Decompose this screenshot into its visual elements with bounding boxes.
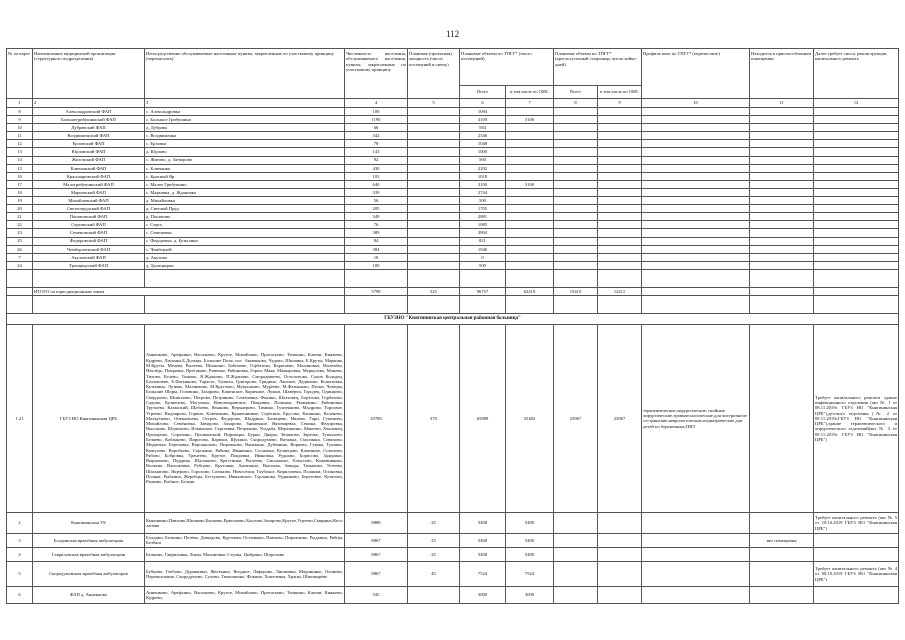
table-cell: 10780 — [345, 324, 408, 512]
table-cell: Чемберлеевский ФАП — [33, 245, 145, 253]
table-cell: д. Пошатово — [145, 213, 345, 221]
table-row — [7, 561, 899, 586]
table-cell: 17 — [7, 180, 33, 188]
table-cell: 2 — [7, 512, 33, 533]
table-cell: 56 — [345, 197, 408, 205]
table-cell: с. Ерловка — [145, 140, 345, 148]
table-cell — [554, 533, 598, 547]
header-cell: Численность населения, обслуживаемого населения, пункты, закрепленные по участковому принципу — [345, 49, 408, 99]
table-cell: 1705 — [460, 205, 506, 213]
table-row — [7, 205, 899, 213]
table-cell: 584 — [460, 124, 506, 132]
table-cell: Большегрибушинский ФАП — [33, 116, 145, 124]
table-cell — [750, 586, 814, 603]
table-cell: с. Чемберлей — [145, 245, 345, 253]
table-cell — [554, 547, 598, 561]
table-cell: 5400 — [460, 512, 506, 533]
table-cell: 18 — [345, 253, 408, 261]
table-cell: 26 — [7, 245, 33, 253]
table-cell: Юрловский ФАП — [33, 148, 145, 156]
table-cell: с. Малое Грибушино — [145, 180, 345, 188]
table-cell: Троицкорский ФАП — [33, 261, 145, 269]
column-number: 6 — [460, 99, 506, 108]
table-cell: 2346 — [460, 132, 506, 140]
table-cell: 8867 — [345, 547, 408, 561]
table-cell: 5400 — [460, 547, 506, 561]
table-cell: 349 — [345, 213, 408, 221]
header-row — [7, 49, 899, 86]
column-number: 7 — [506, 99, 554, 108]
section-row — [7, 313, 899, 324]
table-row — [7, 197, 899, 205]
table-cell: 1196 — [345, 116, 408, 124]
table-cell: 10 — [7, 124, 33, 132]
table-row — [7, 261, 899, 269]
table-cell — [750, 561, 814, 586]
column-number: 9 — [598, 99, 642, 108]
table-cell: Требует капитального ремонта (акт № 5 от 18.10.2019 ГБУЗ НО "Княгининская ЦРБ") — [814, 512, 899, 533]
column-number: 12 — [814, 99, 899, 108]
header-cell: № по карте — [7, 49, 33, 99]
table-cell: 7524 — [506, 561, 554, 586]
table-cell: Скородумовская врачебная амбулатория — [33, 561, 145, 586]
table-cell: с. Семеновка — [145, 229, 345, 237]
table-cell — [506, 124, 554, 132]
table-cell: Федоровский ФАП — [33, 237, 145, 245]
table-row — [7, 213, 899, 221]
table-cell: 22 — [7, 221, 33, 229]
table-cell: Александровский ФАП — [33, 108, 145, 116]
table-row — [7, 221, 899, 229]
table-cell — [506, 140, 554, 148]
table-cell: Ключанский ФАП — [33, 164, 145, 172]
table-cell: Светлопрудский ФАП — [33, 205, 145, 213]
header-cell: Далее требует сноса, реконструкции, капитального ремонта — [814, 49, 899, 99]
table-cell: с. Житово, д. Затворово — [145, 156, 345, 164]
table-cell: Краснояровский ФАП — [33, 172, 145, 180]
table-cell — [506, 164, 554, 172]
table-cell: Анненково, Арефьино, Васильево, Крутое, Михайлово, Протасьево, Тешкино, Ключи, Княжево, Кудрево, Лисинка,Б.Дольцы, Большие Поля, пос. Анненково, Чудово, Шиловка, Б.Круты, Маркова, М.Круты, Мечева, Рылеево, Шилкино, Бабичево, Горбатово, Каратаево, Малиновка, Малечёво, Неклёдь, Покровка, Претаково, Раменье, Рябиновка, Горки, Маяк, Мамыровка, Меркулово, Монево, Тихово, Белово, Томино, Н.Жданово, П.Жданово, Смородишево, Остолопово, Суков Колодец, Болтышево, Б.Фатьяново, Тарасть, Тушиха, Григорово, Гридино, Ланское, Дединово, Копытовка, Кузьмино, Лузино, Малинково, М.Круглово, Мукушково, Муреево, М.Фатьяново, Пески, Чемеры, Большие Шоры, Головино, Захарово, Каменское, Коричное, Лужки, Шаверхи, Городец, Одинцово, Свердлово, Шипилово, Петрово, Петряково, Семёновка, Фокино, Шахтовец, Бортлово, Горбатово, Садово, Кузнечево, Могуевка, Новопокровское, Покровка, Починок, Рыжавино, Рябиновка, Трутнево, Казакский, Шабаево, Языково, Верхнерово, Тимино, Гумзенково, Мыдрово, Торговое, Угреево, Видоярово, Горино, Ключиково, Крашенинкое, Серёгино, Ерусово, Кашкино, Каленево, Малкутково, Опекаешево, Остров, Федорово, Шадрино, Батищево, Ивлево, Гари, Гуменово, Михайлово, Семёновка, Завидово, Захарово, Знаменкое, Вязовщевка, Сенина, Федоровка, Высоково, Шумилово, Ильинское, Сергеевка, Петраково, Усадьба, Шерешкино, Макеево, Хваленец, Прохорово, Сорочино, Пушкинский, Пировары, Бурки, Дворы, Тюшково, Заречье, Тушилово, Беляево, Кабаньево, Пирогово, Карюки, Щукино, Скородумово, Ватажка, Смолинка, Сивохово, Медвежье, Березовка, Ворошилово, Пирожково, Ванькино, Дубинино, Ворково, Гумны, Тушино, Кожухово, Воробьево, Сорокино, Рябина, Иванкино, Сосновка, Кузнецово, Каменное, Соколово, Рябово, Бобровка, Тренеево, Крутое, Покровка, Ивановка, Рудново, Борисово, Задорино, Вырыпаево, Пурдино, Шалашово, Крестники, Рылеево, Смольково, Хлыстово, Кожевниково, Волково, Васильевка, Рубцово, Кругляки, Антипино, Высокая, Заводы, Тимаково, Тетеево, Шахматово, Ящерово, Горохово, Сазоново, Новоселки, Глубокое, Кирилловка, Полянки, Осиновка, Поляна, Рыбкино, Жеребцы, Бестужево, Ивановское, Турланово, Рудниково, Береговое, Кузятово, Рыжово, Рыбное, Белыш — [145, 324, 345, 512]
table-cell: 1094 — [460, 108, 506, 116]
table-cell: Пошатовский ФАП — [33, 213, 145, 221]
table-row — [7, 188, 899, 196]
table-cell — [506, 205, 554, 213]
table-cell: 23 — [7, 229, 33, 237]
table-cell — [506, 172, 554, 180]
table-cell: 16 — [7, 172, 33, 180]
table-cell: 78 — [345, 140, 408, 148]
table-cell: с. Ключанка — [145, 164, 345, 172]
table-cell: 21 — [7, 213, 33, 221]
table-cell: 4 — [7, 547, 33, 561]
table-cell — [642, 547, 750, 561]
table-cell: 1000 — [460, 148, 506, 156]
table-cell: терапевтические,хирургические, гнойные хирургические,травматологические,для чистричнгие сестринские,неврологические,педиатрические,для детей по беременных,ПИТ — [642, 324, 750, 512]
table-row — [7, 132, 899, 140]
table-cell — [598, 547, 642, 561]
column-number: 11 — [750, 99, 814, 108]
table-cell: 65888 — [460, 324, 506, 512]
table-row — [7, 116, 899, 124]
table-cell — [554, 561, 598, 586]
table-cell: 1940 — [460, 245, 506, 253]
table-cell: 7524 — [460, 561, 506, 586]
table-cell: 500 — [460, 261, 506, 269]
table-cell: 143 — [345, 148, 408, 156]
table-cell: 7 — [7, 253, 33, 261]
table-cell: 100 — [345, 261, 408, 269]
table-cell: 18 — [7, 188, 33, 196]
table-cell — [642, 586, 750, 603]
table-cell: д. Юрлово — [145, 148, 345, 156]
table-cell — [506, 245, 554, 253]
total-label: ИТОГО по юрисдикционным зонам — [33, 287, 345, 295]
column-number: 2 — [33, 99, 145, 108]
table-cell — [506, 253, 554, 261]
table-cell: 25 — [7, 237, 33, 245]
column-number-row — [7, 99, 899, 108]
table-row — [7, 512, 899, 533]
table-cell: 8867 — [345, 561, 408, 586]
table-cell: 5 — [7, 561, 33, 586]
table-cell — [598, 512, 642, 533]
table-cell: д. Троицкорка — [145, 261, 345, 269]
table-row — [7, 140, 899, 148]
table-cell: 12 — [7, 140, 33, 148]
table-cell: 103 — [345, 172, 408, 180]
table-cell — [642, 533, 750, 547]
column-number: 10 — [642, 99, 750, 108]
table-cell — [598, 586, 642, 603]
table-cell: с. Воздвиженка — [145, 132, 345, 140]
table-cell: Ерловский ФАП — [33, 140, 145, 148]
table-cell: 45 — [408, 561, 460, 586]
table-cell: 5400 — [460, 533, 506, 547]
header-cell: Плановая (проектная) мощность (число посещений в смену) — [408, 49, 460, 99]
table-cell: 500 — [460, 197, 506, 205]
spacer-row — [7, 295, 899, 313]
column-number: 5 — [408, 99, 460, 108]
column-number: 1 — [7, 99, 33, 108]
table-cell — [506, 156, 554, 164]
table-cell: 55402 — [506, 324, 554, 512]
table-cell: Семеновский ФАП — [33, 229, 145, 237]
table-cell — [506, 148, 554, 156]
table-cell: 76 — [345, 221, 408, 229]
table-cell: ФАП д. Анненково — [33, 586, 145, 603]
table-cell: 8888 — [345, 512, 408, 533]
table-cell: 11 — [7, 132, 33, 140]
header-cell: Непосредственно обслуживаемые населенные пункты, закрепленные по участковому принципу (перечислить) — [145, 49, 345, 99]
table-cell: Болдино, Белкино, Пелёво, Давыдово, Крутовка, Остаиково, Павлово, Пирожково, Рыдкино, Рябцы, Белбаш — [146, 535, 343, 546]
planning-table — [6, 48, 899, 604]
table-cell — [506, 213, 554, 221]
table-cell — [642, 561, 750, 586]
table-cell: Гавриловская врачебная амбулатория — [33, 547, 145, 561]
table-cell — [506, 229, 554, 237]
table-cell: 6 — [7, 586, 33, 603]
table-cell — [814, 533, 899, 547]
table-row — [7, 237, 899, 245]
table-cell — [506, 197, 554, 205]
table-cell: 1085 — [460, 221, 506, 229]
table-cell: 3804 — [460, 229, 506, 237]
table-cell: Белкино, Гавриловка, Ломы, Малиновка, Ступка, Цыбрино, Шорохово — [145, 547, 345, 561]
table-cell — [814, 586, 899, 603]
table-cell: Житовский ФАП — [33, 156, 145, 164]
table-row — [7, 180, 899, 188]
table-cell: 1018 — [460, 172, 506, 180]
table-cell: 25 — [408, 512, 460, 533]
table-row — [7, 156, 899, 164]
total-cap: 325 — [408, 287, 460, 295]
table-row — [7, 547, 899, 561]
table-cell: 13 — [7, 148, 33, 156]
table-cell: д. Светлый Пруд — [145, 205, 345, 213]
table-cell: Княгининская УБ — [33, 512, 145, 533]
spacer-row — [7, 269, 899, 287]
table-row — [7, 324, 899, 512]
table-cell: 109 — [345, 108, 408, 116]
table-cell: Болдинская врачебная амбулатория — [33, 533, 145, 547]
table-cell: 1048 — [460, 140, 506, 148]
table-cell: 342 — [345, 132, 408, 140]
table-cell: 8 — [7, 108, 33, 116]
table-cell: д. Дубрава — [145, 124, 345, 132]
page-number: 112 — [446, 29, 460, 39]
table-row — [7, 124, 899, 132]
table-cell — [554, 512, 598, 533]
table-row — [7, 245, 899, 253]
table-cell: 3000 — [506, 586, 554, 603]
total-v8: 15410 — [554, 287, 598, 295]
table-cell: Дубравский ФАП — [33, 124, 145, 132]
table-cell: Сергинский ФАП — [33, 221, 145, 229]
table-cell: 2881 — [460, 213, 506, 221]
table-cell: 14 — [7, 156, 33, 164]
table-cell — [506, 132, 554, 140]
table-cell: 545 — [345, 586, 408, 603]
table-cell — [750, 547, 814, 561]
table-cell — [642, 512, 750, 533]
table-cell: Михайловский ФАП — [33, 197, 145, 205]
table-cell: Бубново, Глебово, Дурникино, Желткино, Ягодное, Лафорово, Лишковка, Мадининко, Осиново, Переволокино, Скородумово, Сухово, Тимошкино, Фокино, Хомелевка, Храпы, Шишмарёво — [145, 561, 345, 586]
table-cell: 9 — [7, 116, 33, 124]
table-cell: 3100 — [506, 180, 554, 188]
header-cell: Всего — [460, 86, 506, 99]
table-cell: 25 — [408, 547, 460, 561]
table-cell: 23967 — [598, 324, 642, 512]
table-cell — [554, 586, 598, 603]
column-number: 4 — [345, 99, 408, 108]
table-cell: 3100 — [460, 116, 506, 124]
table-row — [7, 108, 899, 116]
table-cell: Акуловский ФАП — [33, 253, 145, 261]
table-cell: Малогрибушинский ФАП — [33, 180, 145, 188]
header-cell: в том числе по ОМС — [598, 86, 642, 99]
table-row — [7, 253, 899, 261]
table-row — [7, 586, 899, 603]
total-v7: 62419 — [506, 287, 554, 295]
table-cell — [598, 533, 642, 547]
table-cell: 5400 — [506, 547, 554, 561]
header-cell: Плановые объемы по ТПГГ* (круглосуточный стационар, число койко-дней) — [554, 49, 642, 86]
table-row — [7, 533, 899, 547]
table-cell: Марьевский ФАП — [33, 188, 145, 196]
table-cell: 384 — [345, 245, 408, 253]
total-v9: 12411 — [598, 287, 642, 295]
header-cell: в том числе по ОМС — [506, 86, 554, 99]
table-row — [7, 148, 899, 156]
table-cell: 339 — [345, 188, 408, 196]
table-cell — [814, 547, 899, 561]
table-cell: 5400 — [506, 533, 554, 547]
table-cell: 3100 — [460, 180, 506, 188]
table-cell: д. Акулово — [145, 253, 345, 261]
table-cell: Требует капитального ремонта (акт № 4 от 08.10.2019 ГБУЗ НО "Княгининская ЦРБ") — [814, 561, 899, 586]
table-cell: 370 — [408, 324, 460, 512]
table-cell — [598, 561, 642, 586]
header-cell: Находится в приспособленном помещении — [750, 49, 814, 99]
table-row — [7, 229, 899, 237]
table-cell: 5400 — [506, 512, 554, 533]
table-cell: 2292 — [460, 164, 506, 172]
table-cell: 1.21 — [7, 324, 33, 512]
table-cell — [408, 586, 460, 603]
table-cell: 23967 — [554, 324, 598, 512]
table-cell: Воздвиженский ФАП — [33, 132, 145, 140]
header-cell: Наименование медицинской организации (структурного подразделения) — [33, 49, 145, 99]
table-cell: Анненково, Арефьино, Васильево, Крутое, Михайлово, Протасьево, Тешкино, Ключи, Княжево, Кудрево, — [145, 586, 345, 603]
column-number: 3 — [145, 99, 345, 108]
header-cell: Профиль коек по ТПГГ* (перечислить) — [642, 49, 750, 99]
table-row — [7, 164, 899, 172]
table-cell — [750, 324, 814, 512]
table-cell: 20 — [7, 205, 33, 213]
table-cell: 640 — [345, 180, 408, 188]
table-cell: 389 — [345, 229, 408, 237]
total-pop: 5798 — [345, 287, 408, 295]
table-cell: с. Александровка — [145, 108, 345, 116]
table-cell: 15 — [7, 164, 33, 172]
section-title: ГБУЗНО "Княгининская центральная районная больница" — [7, 313, 899, 324]
table-cell: 560 — [460, 156, 506, 164]
table-cell: нет помещения — [750, 533, 814, 547]
table-cell: 24 — [7, 261, 33, 269]
table-row — [7, 172, 899, 180]
table-cell — [506, 188, 554, 196]
table-cell: Княгинино,Павлово,Шилково,Бычково,Ермолаево,Хохлово,Захарово,Крутое,Угреево,Смирино,Косолапова — [145, 512, 345, 533]
table-cell: 0 — [460, 253, 506, 261]
table-cell: 2744 — [460, 188, 506, 196]
table-cell: 25 — [408, 533, 460, 547]
table-cell: с. Федоровка, д. Бутылино — [145, 237, 345, 245]
table-cell: с. Красный Яр — [145, 172, 345, 180]
total-v6: 96757 — [460, 287, 506, 295]
table-cell: 205 — [345, 205, 408, 213]
table-cell: с. Большое Грибушино — [145, 116, 345, 124]
header-cell: Плановые объемы по ТПГГ* (число посещений) — [460, 49, 554, 86]
table-cell: 3100 — [506, 116, 554, 124]
table-cell: 3 — [7, 533, 33, 547]
table-cell: 3000 — [460, 586, 506, 603]
column-number: 8 — [554, 99, 598, 108]
table-cell: 430 — [345, 164, 408, 172]
header-cell: Всего — [554, 86, 598, 99]
table-cell — [506, 261, 554, 269]
table-cell: 19 — [7, 197, 33, 205]
table-cell — [506, 108, 554, 116]
total-row — [7, 287, 899, 295]
table-cell: д. Михайловка — [145, 197, 345, 205]
table-cell — [750, 512, 814, 533]
table-cell: 821 — [460, 237, 506, 245]
table-cell: с. Серга — [145, 221, 345, 229]
table-cell — [506, 237, 554, 245]
table-cell — [506, 221, 554, 229]
table-cell: Требует капитального ремонта здание инфекционного отделения (акт № 1 от 08.11.2019г. ГБУЗ НО "Княгининская ЦРБ"),детского отделения (№ 2 от 08.11.2019г.ГБУЗ НО "Княгининская ЦРБ"),здание терапевтического и хирургического отделений(акт № 3 от 08.11.2019г. ГБУЗ НО "Княгининская ЦРБ") — [814, 324, 899, 512]
table-cell: с. Марьевка, д. Ждановка — [145, 188, 345, 196]
table-cell: ГБУЗ НО Княгининская ЦРБ — [33, 324, 145, 512]
table-cell: 8867 — [345, 533, 408, 547]
table-cell: 92 — [345, 156, 408, 164]
table-cell: 66 — [345, 124, 408, 132]
table-cell: 84 — [345, 237, 408, 245]
